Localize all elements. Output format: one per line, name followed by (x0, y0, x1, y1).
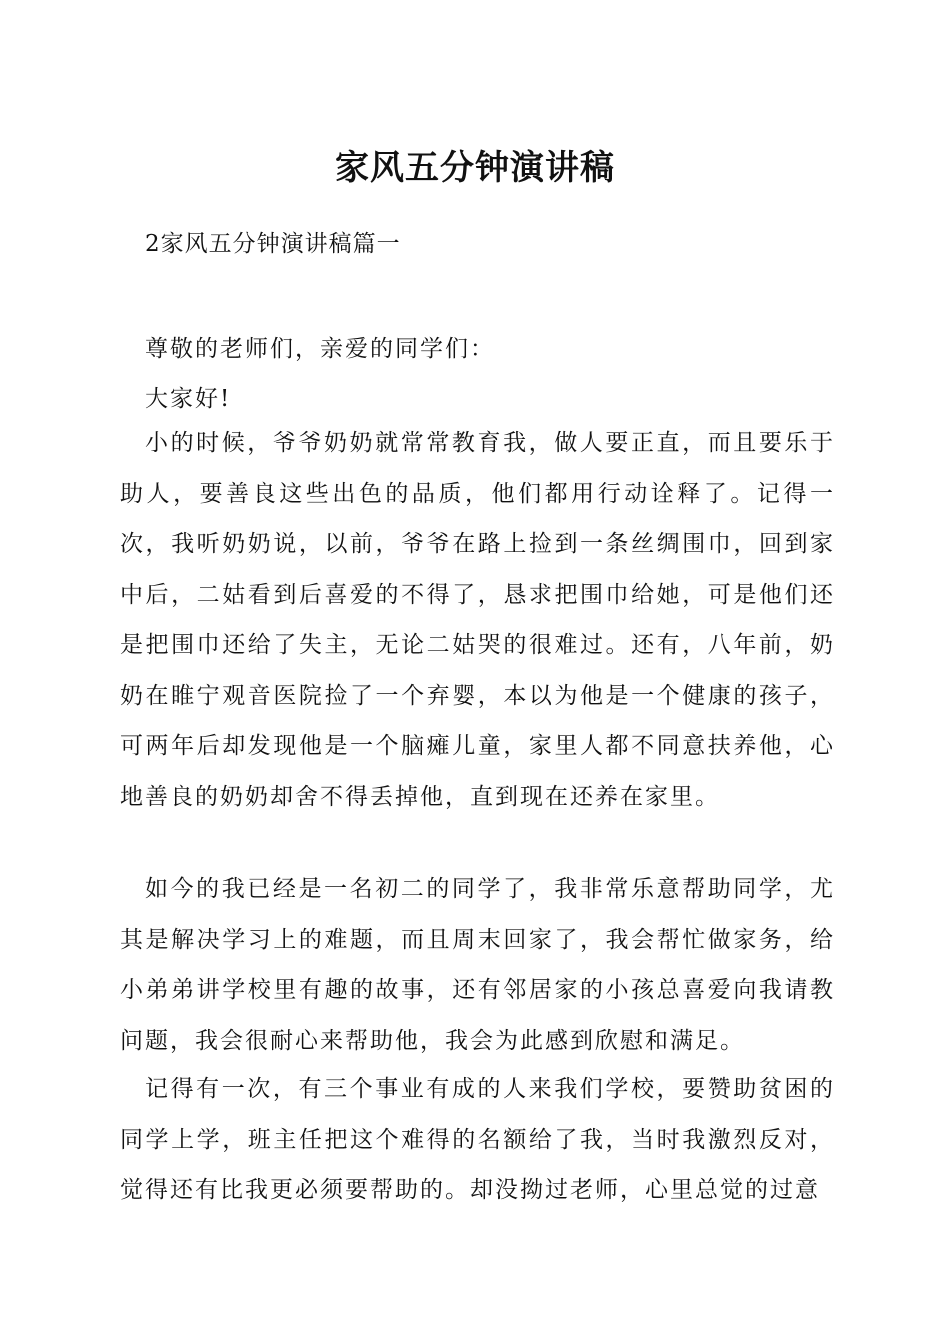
document-subtitle: 2家风五分钟演讲稿篇一 (145, 231, 401, 257)
paragraph-greeting: 尊敬的老师们，亲爱的同学们： (145, 336, 495, 362)
paragraph-present: 如今的我已经是一名初二的同学了，我非常乐意帮助同学，尤其是解决学习上的难题，而且周末回家了，我会帮忙做家务，给小弟弟讲学校里有趣的故事，还有邻居家的小孩总喜爱向我请教问题，我会很耐心来帮助他，我会为此感到欣慰和满足。 (120, 876, 835, 1054)
paragraph-childhood: 小的时候，爷爷奶奶就常常教育我，做人要正直，而且要乐于助人，要善良这些出色的品质，他们都用行动诠释了。记得一次，我听奶奶说，以前，爷爷在路上捡到一条丝绸围巾，回到家中后，二姑看到后喜爱的不得了，恳求把围巾给她，可是他们还是把围巾还给了失主，无论二姑哭的很难过。还有，八年前，奶奶在睢宁观音医院捡了一个弃婴，本以为他是一个健康的孩子，可两年后却发现他是一个脑瘫儿童，家里人都不同意扶养他，心地善良的奶奶却舍不得丢掉他，直到现在还养在家里。 (120, 430, 835, 810)
paragraph-hello: 大家好! (145, 386, 232, 412)
document-title: 家风五分钟演讲稿 (335, 148, 615, 188)
paragraph-memory: 记得有一次，有三个事业有成的人来我们学校，要赞助贫困的同学上学，班主任把这个难得的名额给了我，当时我激烈反对，觉得还有比我更必须要帮助的。却没拗过老师，心里总觉的过意 (120, 1076, 835, 1203)
